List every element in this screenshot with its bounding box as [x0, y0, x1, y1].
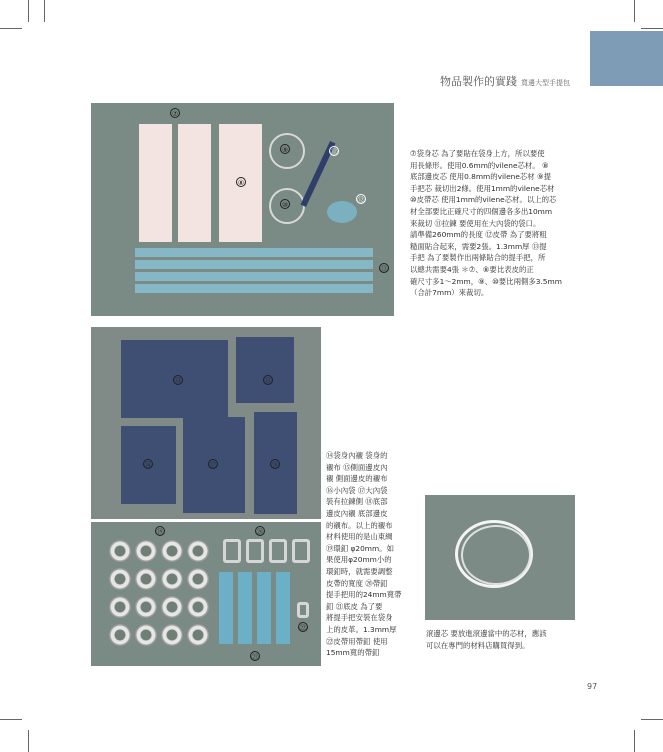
text-line: ⑲環釦 φ20mm。如: [326, 543, 394, 553]
text-line: 提手把用的24mm寬帶: [326, 590, 402, 600]
bottom-leather: [238, 572, 252, 644]
header-subtitle: 寬邊大型手提包: [521, 79, 570, 87]
buckle: [292, 539, 310, 563]
label-16: ⑯: [144, 461, 152, 469]
text-line: 底部邊皮芯 使用0.8mm的vilene芯材 ⑨提: [410, 172, 552, 182]
grommet: [135, 596, 157, 618]
label-10: ⑩: [281, 201, 289, 209]
text-line: 滾邊芯 要放進滾邊當中的芯材，應該: [426, 629, 547, 638]
crop-mark: [44, 0, 45, 22]
page-number: 97: [587, 682, 598, 691]
text-line: 襯布 ⑮側面邊皮內: [326, 462, 388, 472]
grommet: [109, 568, 131, 590]
text-line: ㉒皮帶用帶釦 使用: [326, 636, 388, 646]
label-13: ⑬: [380, 265, 388, 273]
crop-mark: [28, 730, 29, 752]
label-21: ㉑: [251, 653, 259, 661]
text-line: 用長條形。使用0.6mm的vilene芯材。 ⑧: [410, 160, 549, 170]
belt-buckle: [297, 602, 309, 618]
text-line: 環釦時，就需要調整: [326, 566, 393, 576]
label-8: ⑧: [237, 179, 245, 187]
grommet: [109, 540, 131, 562]
text-line: 請準備260mm的長度 ⑫皮帶 為了要將粗: [410, 230, 547, 240]
label-22: ㉒: [299, 624, 307, 632]
label-14: ⑭: [174, 377, 182, 385]
leather-strip: [135, 260, 373, 269]
text-line: 裝有拉鍊側 ⑱底部: [326, 497, 388, 507]
crop-mark: [0, 719, 22, 720]
crop-mark: [0, 28, 22, 29]
grommet: [161, 596, 183, 618]
grommet: [135, 624, 157, 646]
grommet: [109, 596, 131, 618]
text-line: 來裁切 ⑪拉鍊 要使用在大內袋的袋口。: [410, 218, 541, 228]
text-line: （合計7mm）來裁切。: [410, 288, 489, 298]
grommet: [187, 540, 209, 562]
text-lining-hardware: [326, 450, 410, 659]
text-line: 果使用φ20mm小的: [326, 555, 392, 565]
core-strip: [178, 124, 211, 242]
leather-strip: [135, 272, 373, 281]
text-line: ⑩皮帶芯 使用1mm的vilene芯材。以上的芯: [410, 195, 557, 205]
photo-hardware: [91, 522, 321, 666]
label-12: ⑫: [357, 196, 365, 204]
text-line: 釦 ㉑底皮 為了要: [326, 601, 383, 611]
chapter-tab: [590, 31, 663, 86]
leather-strip: [135, 248, 373, 257]
text-line: 手把芯 裁切出2條。使用1mm的vilene芯材: [410, 183, 555, 193]
crop-mark: [641, 28, 663, 29]
running-header: [440, 73, 570, 89]
label-18: ⑱: [271, 461, 279, 469]
text-line: 將提手把安裝在袋身: [326, 613, 393, 623]
text-line: 以總共需要4張 ＊⑦、⑧要比表皮的正: [410, 264, 534, 274]
buckle: [246, 539, 264, 563]
bottom-leather: [257, 572, 271, 644]
text-line: 材料使用的是山東綢: [326, 532, 393, 542]
header-title: 物品製作的實踐: [440, 75, 517, 88]
buckle: [223, 539, 241, 563]
text-line: ⑭袋身內襯 袋身的: [326, 451, 388, 460]
text-line: 上的皮革。1.3mm厚: [326, 624, 397, 634]
label-7: ⑦: [171, 110, 179, 118]
photo-core-materials: [91, 103, 394, 316]
label-9: ⑨: [281, 146, 289, 154]
text-piping-core: [426, 628, 586, 651]
photo-piping-core: [425, 495, 575, 620]
fabric-piece: [236, 337, 294, 403]
text-line: 襯 側面邊皮的襯布: [326, 474, 388, 484]
text-line: 手把 為了要製作出兩條貼合的提手把，所: [410, 253, 546, 263]
grommet: [109, 624, 131, 646]
text-line: 邊皮內襯 底部邊皮: [326, 508, 388, 518]
text-line: ⑦袋身芯 為了要貼在袋身上方，所以要使: [410, 149, 545, 158]
bottom-leather: [219, 572, 233, 644]
photo-lining-fabric: [91, 327, 321, 519]
buckle: [269, 539, 287, 563]
crop-mark: [634, 730, 635, 752]
crop-mark: [641, 719, 663, 720]
label-20: ⑳: [256, 528, 264, 536]
grommet: [187, 624, 209, 646]
core-strip: [139, 124, 172, 242]
grommet: [135, 540, 157, 562]
crop-mark: [28, 0, 29, 22]
label-17: ⑰: [209, 461, 217, 469]
text-line: 材全部要比正確尺寸的四個邊各多出10mm: [410, 206, 553, 216]
grommet: [135, 568, 157, 590]
label-19: ⑲: [156, 528, 164, 536]
text-line: 可以在專門的材料店購買得到。: [426, 640, 530, 650]
leather-roll: [327, 201, 357, 223]
piping-coil: [461, 525, 531, 585]
grommet: [187, 596, 209, 618]
text-core-materials: [410, 148, 590, 299]
text-line: ⑯小內袋 ⑰大內袋: [326, 485, 388, 495]
label-11: ⑪: [330, 148, 338, 156]
bottom-leather: [276, 572, 290, 644]
grommet: [161, 540, 183, 562]
text-line: 15mm寬的帶釦: [326, 648, 380, 658]
text-line: 皮帶的寬度 ⑳帶釦: [326, 578, 388, 588]
text-line: 糙面貼合起來，需要2張。1.3mm厚 ⑬提: [410, 241, 547, 251]
text-line: 的襯布。以上的襯布: [326, 520, 393, 530]
crop-mark: [634, 0, 635, 22]
grommet: [161, 624, 183, 646]
grommet: [187, 568, 209, 590]
text-line: 確尺寸多1～2mm，⑨、⑩要比兩側多3.5mm: [410, 276, 562, 286]
label-15: ⑮: [264, 377, 272, 385]
grommet: [161, 568, 183, 590]
leather-strip: [135, 284, 373, 293]
